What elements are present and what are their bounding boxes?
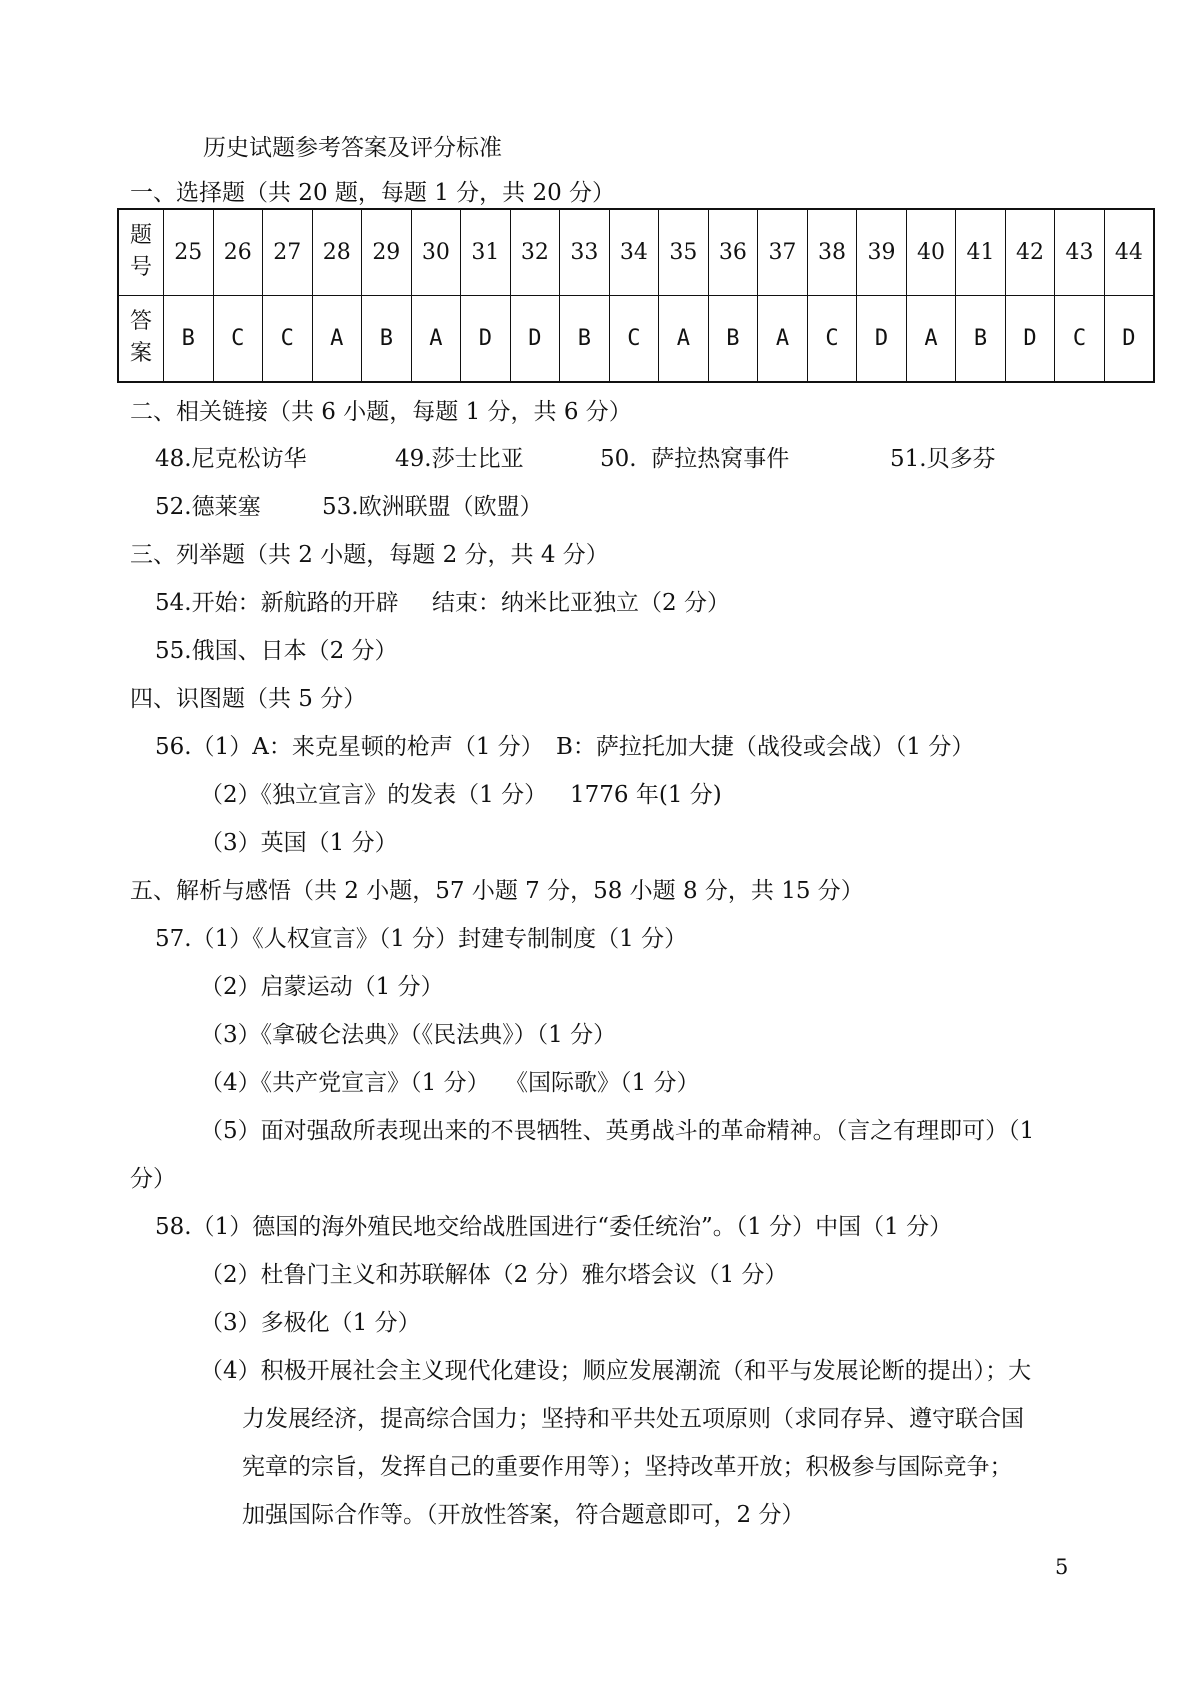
- question-number: 37: [758, 209, 808, 295]
- answer-50: 50. 萨拉热窝事件: [600, 446, 790, 472]
- answer-row: [118, 295, 1154, 382]
- answer-53: 53.欧洲联盟（欧盟）: [322, 494, 543, 520]
- answer-letter: B: [956, 295, 1006, 382]
- answer-letter: C: [1055, 295, 1105, 382]
- answer-letter: A: [659, 295, 709, 382]
- answer-letter: C: [609, 295, 659, 382]
- question-number: 25: [164, 209, 214, 295]
- answer-row-header: 答 案: [118, 295, 164, 382]
- answer-letter: B: [362, 295, 412, 382]
- answer-letter: D: [510, 295, 560, 382]
- section2-heading: 二、相关链接（共 6 小题，每题 1 分，共 6 分）: [130, 399, 632, 425]
- question-number: 38: [807, 209, 857, 295]
- answer-48: 48.尼克松访华: [155, 446, 307, 472]
- section1-heading: 一、选择题（共 20 题，每题 1 分，共 20 分）: [130, 180, 616, 206]
- question-row-header: 题 号: [118, 209, 164, 295]
- document-title: 历史试题参考答案及评分标准: [203, 135, 502, 161]
- answer-57-2: （2）启蒙运动（1 分）: [200, 974, 444, 1000]
- answer-56-2a: （2）《独立宣言》的发表（1 分）: [200, 782, 548, 808]
- answer-56-1b: B：萨拉托加大捷（战役或会战）（1 分）: [556, 734, 975, 760]
- answer-letter: B: [164, 295, 214, 382]
- answer-letter: D: [461, 295, 511, 382]
- section4-heading: 四、识图题（共 5 分）: [130, 686, 367, 712]
- answer-letter: D: [1104, 295, 1154, 382]
- answer-57-1: 57.（1）《人权宣言》（1 分）封建专制制度（1 分）: [155, 926, 688, 952]
- answer-letter: A: [758, 295, 808, 382]
- answer-letter: A: [906, 295, 956, 382]
- question-number: 42: [1005, 209, 1055, 295]
- question-number: 26: [213, 209, 263, 295]
- answer-56-2b: 1776 年(1 分): [570, 782, 722, 808]
- question-number: 36: [708, 209, 758, 295]
- question-number: 35: [659, 209, 709, 295]
- answer-58-1: 58.（1）德国的海外殖民地交给战胜国进行“委任统治”。（1 分）中国（1 分）: [155, 1214, 953, 1240]
- answer-58-4-line1: （4）积极开展社会主义现代化建设；顺应发展潮流（和平与发展论断的提出）；大: [200, 1358, 1032, 1384]
- answer-letter: C: [263, 295, 313, 382]
- answer-49: 49.莎士比亚: [395, 446, 524, 472]
- question-number: 29: [362, 209, 412, 295]
- answer-letter: A: [312, 295, 362, 382]
- section3-heading: 三、列举题（共 2 小题，每题 2 分，共 4 分）: [130, 542, 609, 568]
- answer-58-3: （3）多极化（1 分）: [200, 1310, 421, 1336]
- answer-table: [117, 208, 1155, 383]
- question-number: 30: [411, 209, 461, 295]
- answer-letter: A: [411, 295, 461, 382]
- answer-letter: D: [857, 295, 907, 382]
- page-number: 5: [1055, 1555, 1069, 1579]
- answer-57-3: （3）《拿破仑法典》（《民法典》）（1 分）: [200, 1022, 617, 1048]
- question-number: 33: [560, 209, 610, 295]
- answer-57-5: （5）面对强敌所表现出来的不畏牺牲、英勇战斗的革命精神。（言之有理即可）（1: [200, 1118, 1035, 1144]
- answer-58-4-line2: 力发展经济，提高综合国力；坚持和平共处五项原则（求同存异、遵守联合国: [242, 1406, 1024, 1432]
- question-number: 32: [510, 209, 560, 295]
- question-number: 34: [609, 209, 659, 295]
- answer-58-2: （2）杜鲁门主义和苏联解体（2 分）雅尔塔会议（1 分）: [200, 1262, 788, 1288]
- section5-heading: 五、解析与感悟（共 2 小题，57 小题 7 分，58 小题 8 分，共 15 分）: [130, 878, 864, 904]
- question-number: 39: [857, 209, 907, 295]
- question-number: 44: [1104, 209, 1154, 295]
- question-number: 28: [312, 209, 362, 295]
- answer-letter: B: [708, 295, 758, 382]
- answer-54-end: 结束：纳米比亚独立（2 分）: [432, 590, 730, 616]
- answer-58-4-line3: 宪章的宗旨，发挥自己的重要作用等）；坚持改革开放；积极参与国际竞争；: [242, 1454, 1013, 1480]
- question-number-row: [118, 209, 1154, 295]
- answer-57-5-continued: 分）: [130, 1166, 176, 1192]
- answer-letter: C: [213, 295, 263, 382]
- answer-57-4a: （4）《共产党宣言》（1 分）: [200, 1070, 490, 1096]
- answer-letter: B: [560, 295, 610, 382]
- answer-58-4-line4: 加强国际合作等。（开放性答案，符合题意即可，2 分）: [242, 1502, 805, 1528]
- question-number: 31: [461, 209, 511, 295]
- question-number: 43: [1055, 209, 1105, 295]
- answer-56-1a: 56.（1）A：来克星顿的枪声（1 分）: [155, 734, 544, 760]
- answer-51: 51.贝多芬: [890, 446, 996, 472]
- question-number: 40: [906, 209, 956, 295]
- answer-54-start: 54.开始：新航路的开辟: [155, 590, 399, 616]
- answer-52: 52.德莱塞: [155, 494, 261, 520]
- answer-55: 55.俄国、日本（2 分）: [155, 638, 398, 664]
- answer-letter: D: [1005, 295, 1055, 382]
- question-number: 27: [263, 209, 313, 295]
- answer-57-4b: 《国际歌》（1 分）: [505, 1070, 700, 1096]
- answer-56-3: （3）英国（1 分）: [200, 830, 398, 856]
- question-number: 41: [956, 209, 1006, 295]
- answer-letter: C: [807, 295, 857, 382]
